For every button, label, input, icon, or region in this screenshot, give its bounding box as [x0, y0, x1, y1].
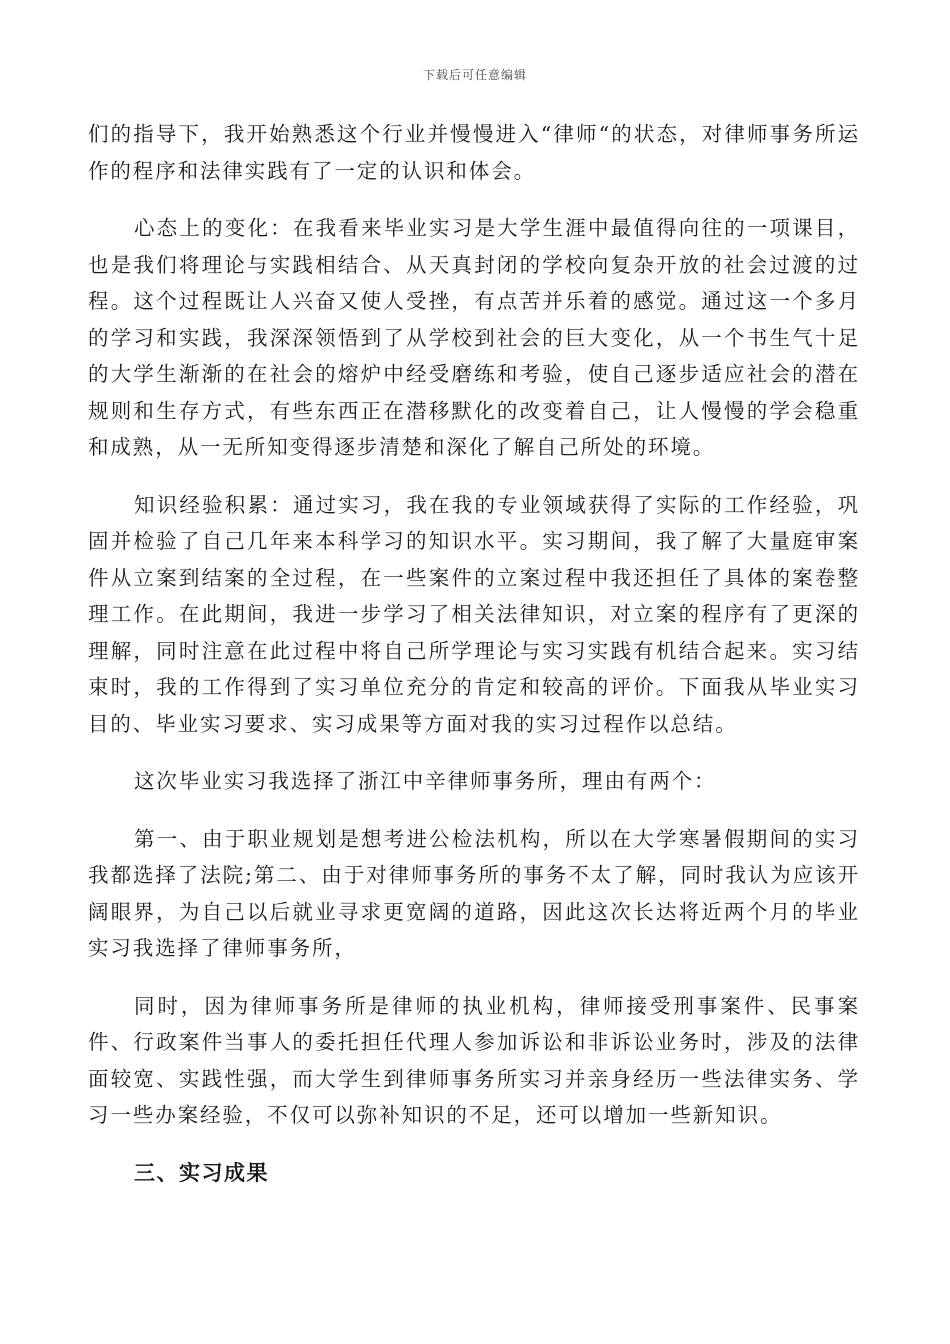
- paragraph-knowledge-accumulation: 知识经验积累：通过实习，我在我的专业领域获得了实际的工作经验，巩固并检验了自己几年来本科学习的知识水平。实习期间，我了解了大量庭审案件从立案到结案的全过程，在一些案件的立案过程中我还担任了具体的案卷整理工作。在此期间，我进一步学习了相关法律知识，对立案的程序有了更深的理解，同时注意在此过程中将自己所学理论与实习实践有机结合起来。实习结束时，我的工作得到了实习单位充分的肯定和较高的评价。下面我从毕业实习目的、毕业实习要求、实习成果等方面对我的实习过程作以总结。: [88, 492, 860, 736]
- section-heading-results: 三、实习成果: [134, 1159, 269, 1185]
- document-body: [88, 116, 860, 1191]
- paragraph-continuation: 们的指导下，我开始熟悉这个行业并慢慢进入“律师“的状态，对律师事务所运作的程序和法律实践有了一定的认识和体会。: [88, 122, 860, 183]
- paragraph-firm-choice: 这次毕业实习我选择了浙江中辛律师事务所，理由有两个：: [134, 769, 717, 793]
- paragraph-reason-detail: 同时，因为律师事务所是律师的执业机构，律师接受刑事案件、民事案件、行政案件当事人的委托担任代理人参加诉讼和非诉讼业务时，涉及的法律面较宽、实践性强，而大学生到律师事务所实习并亲身经历一些法律实务、学习一些办案经验，不仅可以弥补知识的不足，还可以增加一些新知识。: [88, 993, 860, 1127]
- paragraph-mindset-change: 心态上的变化：在我看来毕业实习是大学生涯中最值得向往的一项课目，也是我们将理论与实践相结合、从天真封闭的学校向复杂开放的社会过渡的过程。这个过程既让人兴奋又使人受挫，有点苦并乐着的感觉。通过这一个多月的学习和实践，我深深领悟到了从学校到社会的巨大变化，从一个书生气十足的大学生渐渐的在社会的熔炉中经受磨练和考验，使自己逐步适应社会的潜在规则和生存方式，有些东西正在潜移默化的改变着自己，让人慢慢的学会稳重和成熟，从一无所知变得逐步清楚和深化了解自己所处的环境。: [88, 216, 860, 459]
- paragraph-reason-one-two: 第一、由于职业规划是想考进公检法机构，所以在大学寒暑假期间的实习我都选择了法院;第二、由于对律师事务所的事务不太了解，同时我认为应该开阔眼界，为自己以后就业寻求更宽阔的道路，因此这次长达将近两个月的毕业实习我选择了律师事务所，: [88, 826, 860, 960]
- page-header-note: 下载后可任意编辑: [422, 68, 527, 82]
